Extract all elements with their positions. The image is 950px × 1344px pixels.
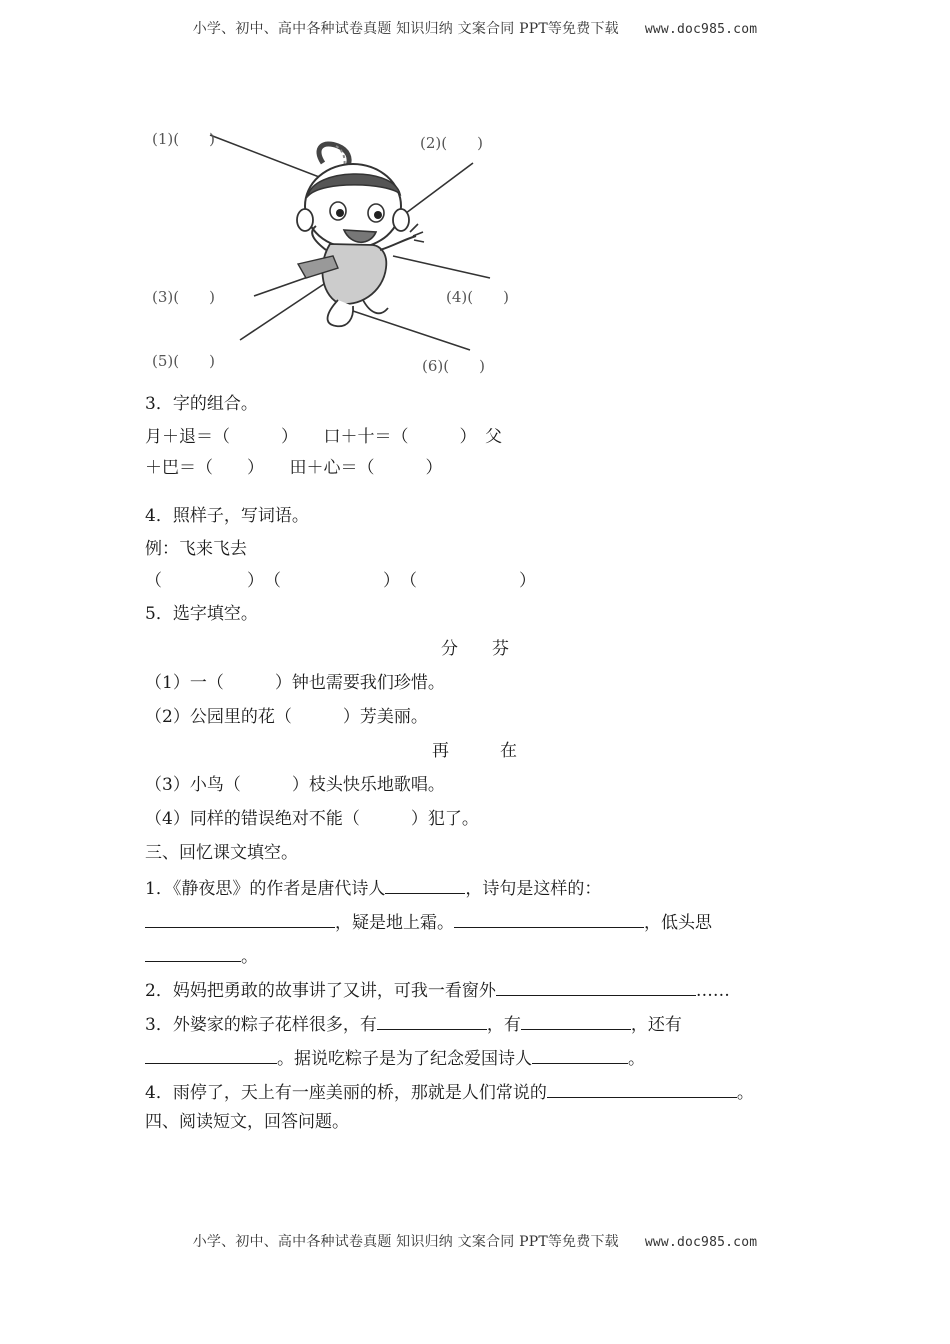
- figure-label-2: (2)( ): [420, 134, 483, 152]
- figure-label-3: (3)( ): [152, 288, 215, 306]
- q4-blanks: （ ） （ ） （ ）: [145, 571, 536, 591]
- figure-label-6: (6)( ): [422, 357, 485, 375]
- section4-title: 四、阅读短文，回答问题。: [145, 1112, 349, 1132]
- q5-sentence4: （4）同样的错误绝对不能（ ）犯了。: [145, 809, 479, 829]
- q5-sentence3: （3）小鸟（ ）枝头快乐地歌唱。: [145, 775, 445, 795]
- s3-q3-text-c: ，还有: [630, 1015, 682, 1035]
- s3-q4-text-b: 。: [736, 1083, 754, 1103]
- bridge-blank[interactable]: [547, 1079, 737, 1098]
- q5-choice2: 再 在: [432, 741, 517, 761]
- figure-label-5: (5)( ): [152, 352, 215, 370]
- q3-title: 3．字的组合。: [145, 394, 258, 414]
- q3-line2: ＋巴＝（ ） 田＋心＝（ ）: [145, 458, 443, 478]
- s3-q4-text-a: 4．雨停了，天上有一座美丽的桥，那就是人们常说的: [145, 1083, 547, 1103]
- page-header: [0, 18, 950, 38]
- q4-example: 例：飞来飞去: [145, 539, 247, 559]
- zongzi-blank-3[interactable]: [145, 1045, 277, 1064]
- s3-q3-text-e: 。: [628, 1049, 645, 1069]
- q3-line1: 月＋退＝（ ） 口＋十＝（ ） 父: [145, 427, 502, 447]
- s3-q2-text-b: ……: [695, 981, 730, 1001]
- s3-q1-line2: [145, 909, 712, 935]
- s3-q3-line1: [145, 1011, 682, 1037]
- s3-q3-text-a: 3．外婆家的粽子花样很多，有: [145, 1015, 377, 1035]
- s3-q3-line2: [145, 1045, 645, 1071]
- q5-choice1: 分 芬: [441, 639, 509, 659]
- footer-site: www.doc985.com: [644, 1235, 758, 1250]
- s3-q4: [145, 1079, 754, 1105]
- poem-ending-blank[interactable]: [145, 943, 241, 962]
- footer-text: 小学、初中、高中各种试卷真题 知识归纳 文案合同 PPT等免费下载: [192, 1234, 619, 1250]
- q5-title: 5．选字填空。: [145, 604, 258, 624]
- s3-q1-text-e: 。: [241, 947, 258, 967]
- figure-label-1: (1)( ): [152, 130, 215, 148]
- poet-blank[interactable]: [385, 875, 465, 894]
- s3-q2-text-a: 2．妈妈把勇敢的故事讲了又讲，可我一看窗外: [145, 981, 496, 1001]
- zongzi-blank-1[interactable]: [377, 1011, 487, 1030]
- window-blank[interactable]: [496, 977, 696, 996]
- patriot-poet-blank[interactable]: [532, 1045, 628, 1064]
- section3-title: 三、回忆课文填空。: [145, 843, 298, 863]
- header-text: 小学、初中、高中各种试卷真题 知识归纳 文案合同 PPT等免费下载: [192, 21, 619, 37]
- cartoon-boy-illustration: [148, 128, 548, 380]
- s3-q3-text-d: 。据说吃粽子是为了纪念爱国诗人: [277, 1049, 532, 1069]
- figure-label-4: (4)( ): [446, 288, 509, 306]
- q5-sentence1: （1）一（ ）钟也需要我们珍惜。: [145, 673, 445, 693]
- s3-q3-text-b: ，有: [486, 1015, 521, 1035]
- q4-title: 4．照样子，写词语。: [145, 506, 309, 526]
- zongzi-blank-2[interactable]: [521, 1011, 631, 1030]
- s3-q1-line1: [145, 875, 601, 901]
- poem-line1-blank[interactable]: [145, 909, 335, 928]
- s3-q1-text-a: 1．《静夜思》的作者是唐代诗人: [145, 879, 386, 899]
- s3-q2: [145, 977, 730, 1003]
- q5-sentence2: （2）公园里的花（ ）芳美丽。: [145, 707, 428, 727]
- s3-q1-text-d: ，低头思: [644, 913, 712, 933]
- s3-q1-text-b: ，诗句是这样的：: [465, 879, 602, 899]
- poem-line3-blank[interactable]: [454, 909, 644, 928]
- cartoon-figure: [148, 128, 548, 380]
- header-site: www.doc985.com: [644, 22, 758, 37]
- s3-q1-line3: [145, 943, 258, 969]
- page-footer: [0, 1231, 950, 1251]
- s3-q1-text-c: ，疑是地上霜。: [335, 913, 454, 933]
